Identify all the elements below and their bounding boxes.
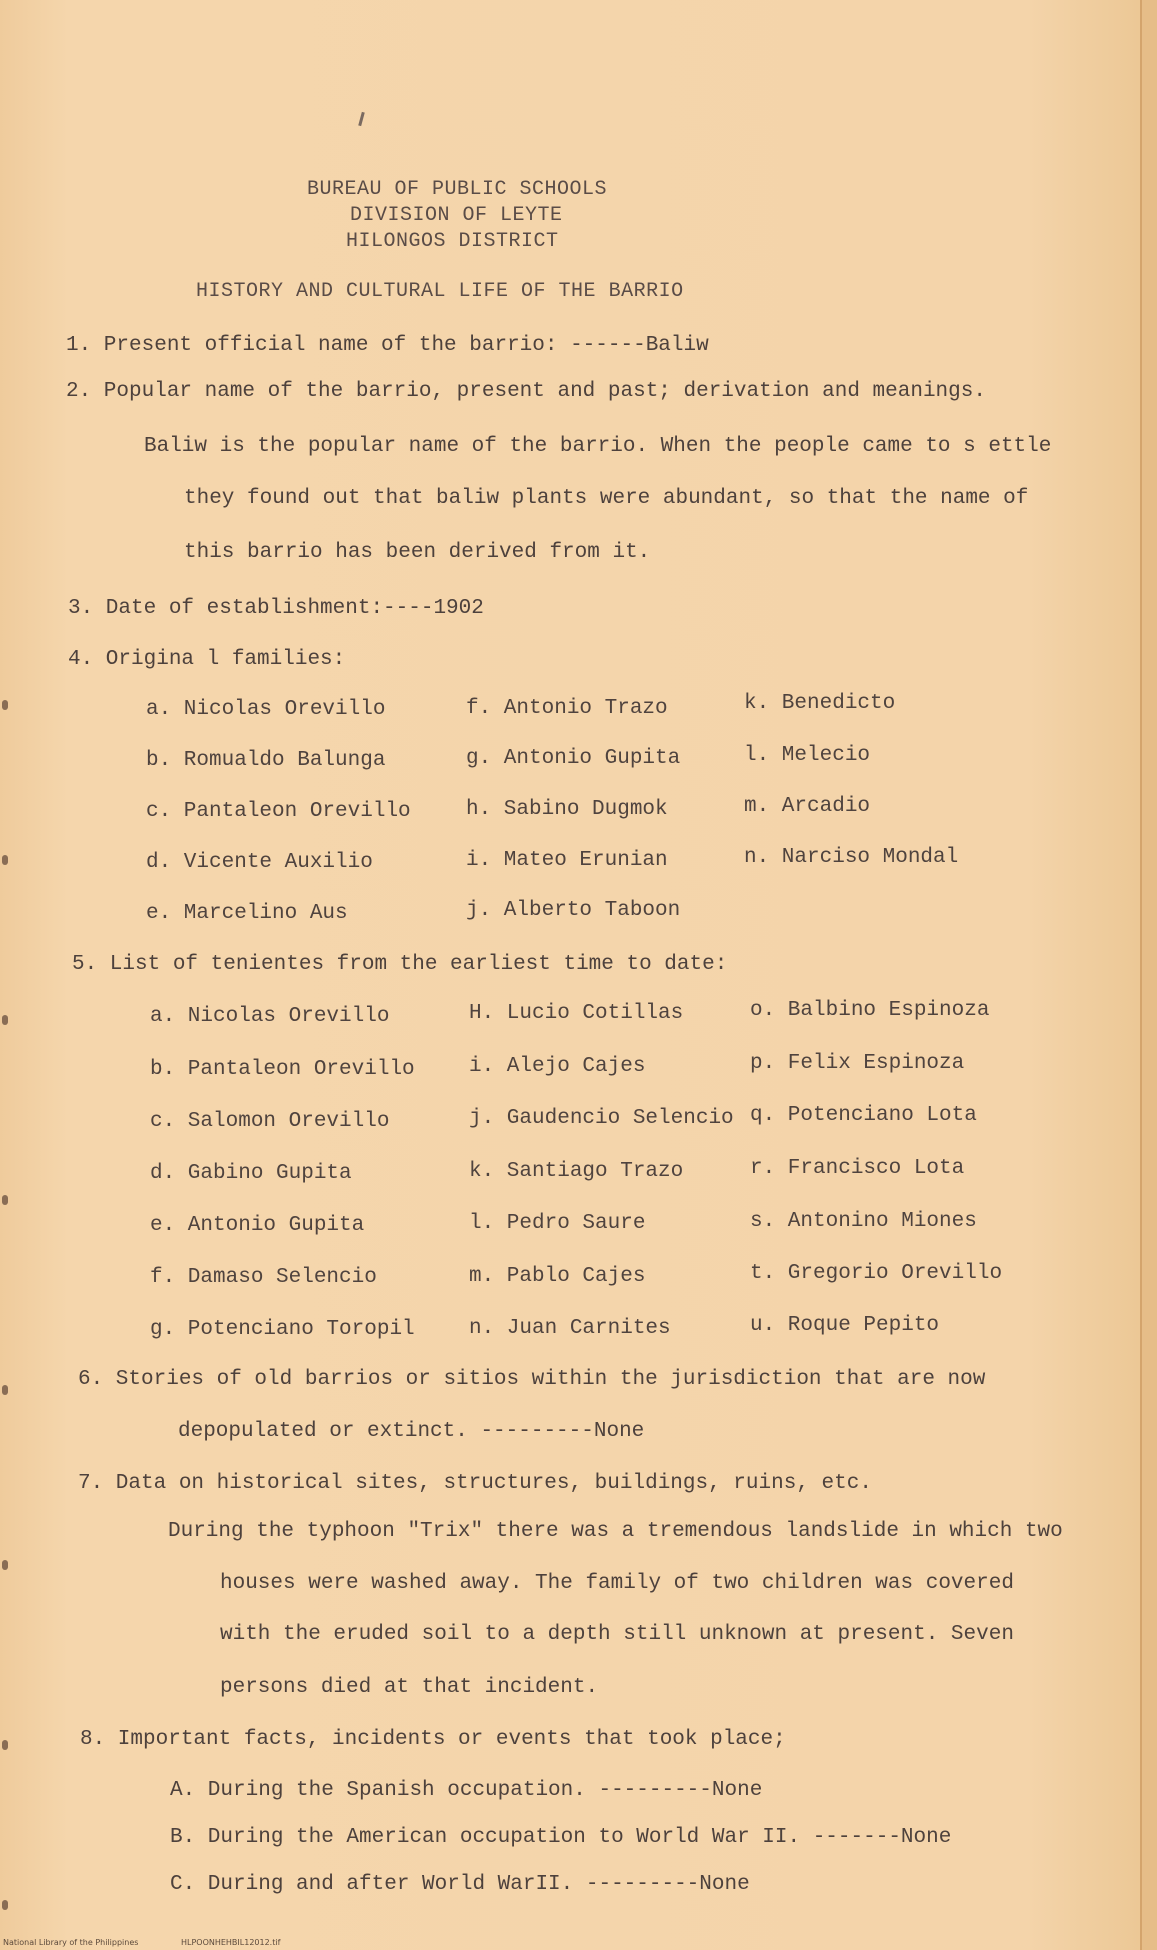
teniente-entry: t. Gregorio Orevillo [750, 1262, 1003, 1285]
question-6-line: depopulated or extinct. ---------None [178, 1420, 645, 1443]
teniente-entry: c. Salomon Orevillo [150, 1110, 390, 1133]
header-district: HILONGOS DISTRICT [346, 230, 559, 253]
footer-filename: HLPOONHEHBIL12012.tif [180, 1938, 281, 1947]
teniente-entry: p. Felix Espinoza [750, 1052, 965, 1075]
question-2-heading: 2. Popular name of the barrio, present and past; derivation and meanings. [66, 380, 986, 403]
binding-hole [2, 700, 8, 710]
teniente-entry: s. Antonino Miones [750, 1210, 977, 1233]
family-entry: a. Nicolas Orevillo [146, 698, 386, 721]
teniente-entry: m. Pablo Cajes [469, 1265, 646, 1288]
question-2-line: this barrio has been derived from it. [184, 541, 651, 564]
question-7-line: houses were washed away. The family of two children was covered [220, 1572, 1014, 1595]
question-7-line: persons died at that incident. [220, 1676, 599, 1699]
question-5-heading: 5. List of tenientes from the earliest time to date: [72, 953, 728, 976]
question-8-heading: 8. Important facts, incidents or events that took place; [80, 1728, 786, 1751]
page-edge [1140, 0, 1157, 1950]
question-8-item: C. During and after World WarII. ---------None [170, 1873, 750, 1896]
teniente-entry: g. Potenciano Toropil [150, 1318, 415, 1341]
question-1: 1. Present official name of the barrio: ------Baliw [66, 334, 709, 357]
teniente-entry: d. Gabino Gupita [150, 1162, 352, 1185]
family-entry: j. Alberto Taboon [466, 899, 681, 922]
family-entry: d. Vicente Auxilio [146, 851, 373, 874]
family-entry: m. Arcadio [744, 795, 871, 818]
question-7-heading: 7. Data on historical sites, structures, buildings, ruins, etc. [78, 1472, 872, 1495]
teniente-entry: a. Nicolas Orevillo [150, 1005, 390, 1028]
binding-hole [2, 1385, 8, 1395]
question-2-line: they found out that baliw plants were abundant, so that the name of [184, 487, 1029, 510]
teniente-entry: k. Santiago Trazo [469, 1160, 684, 1183]
family-entry: e. Marcelino Aus [146, 902, 348, 925]
family-entry: k. Benedicto [744, 692, 896, 715]
question-3: 3. Date of establishment:----1902 [68, 597, 484, 620]
teniente-entry: j. Gaudencio Selencio [469, 1107, 734, 1130]
family-entry: g. Antonio Gupita [466, 747, 681, 770]
family-entry: f. Antonio Trazo [466, 697, 668, 720]
teniente-entry: i. Alejo Cajes [469, 1055, 646, 1078]
binding-hole [2, 1015, 8, 1025]
binding-hole [2, 855, 8, 865]
family-entry: i. Mateo Erunian [466, 849, 668, 872]
header-division: DIVISION OF LEYTE [350, 204, 563, 227]
scan-footer [0, 1938, 1140, 1950]
family-entry: b. Romualdo Balunga [146, 749, 386, 772]
teniente-entry: r. Francisco Lota [750, 1157, 965, 1180]
binding-hole [2, 1740, 8, 1750]
family-entry: h. Sabino Dugmok [466, 798, 668, 821]
binding-hole [2, 1560, 8, 1570]
teniente-entry: n. Juan Carnites [469, 1317, 671, 1340]
question-8-item: A. During the Spanish occupation. ---------None [170, 1779, 763, 1802]
question-7-line: During the typhoon "Trix" there was a tremendous landslide in which two [168, 1520, 1063, 1543]
teniente-entry: H. Lucio Cotillas [469, 1002, 684, 1025]
family-entry: c. Pantaleon Orevillo [146, 800, 411, 823]
teniente-entry: f. Damaso Selencio [150, 1266, 377, 1289]
question-4-heading: 4. Origina l families: [68, 648, 346, 671]
question-7-line: with the eruded soil to a depth still unknown at present. Seven [220, 1623, 1014, 1646]
header-bureau: BUREAU OF PUBLIC SCHOOLS [307, 178, 608, 201]
question-2-line: Baliw is the popular name of the barrio. When the people came to s ettle [144, 435, 1052, 458]
question-6-line: 6. Stories of old barrios or sitios within the jurisdiction that are now [78, 1368, 986, 1391]
footer-library: National Library of the Philippines [3, 1938, 139, 1947]
teniente-entry: l. Pedro Saure [469, 1212, 646, 1235]
question-8-item: B. During the American occupation to World War II. -------None [170, 1826, 952, 1849]
binding-hole [2, 1195, 8, 1205]
teniente-entry: u. Roque Pepito [750, 1314, 940, 1337]
teniente-entry: b. Pantaleon Orevillo [150, 1058, 415, 1081]
teniente-entry: q. Potenciano Lota [750, 1104, 977, 1127]
teniente-entry: e. Antonio Gupita [150, 1214, 365, 1237]
family-entry: n. Narciso Mondal [744, 846, 959, 869]
family-entry: l. Melecio [744, 744, 871, 767]
page-title: HISTORY AND CULTURAL LIFE OF THE BARRIO [196, 280, 684, 303]
teniente-entry: o. Balbino Espinoza [750, 999, 990, 1022]
binding-hole [2, 1900, 8, 1910]
